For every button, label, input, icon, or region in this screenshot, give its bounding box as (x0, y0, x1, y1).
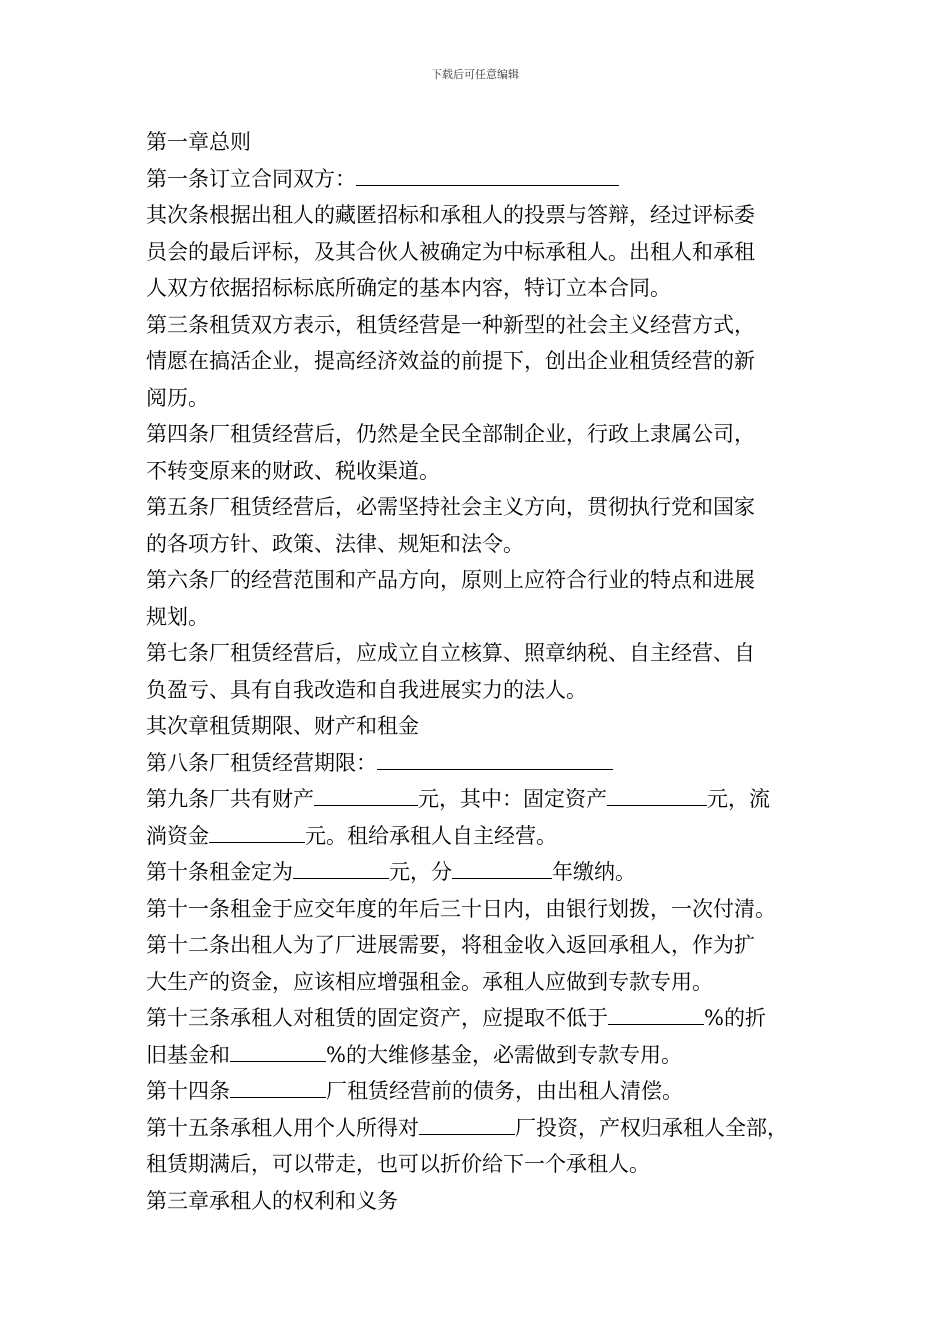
article-line: 的各项方针、政策、法律、规矩和法令。 (146, 531, 524, 556)
article-line: 第四条厂租赁经营后，仍然是全民全部制企业，行政上隶属公司， (146, 422, 755, 446)
article-line: 第七条厂租赁经营后，应成立自立核算、照章纳税、自主经营、自 (146, 641, 755, 665)
fill-in-blank[interactable] (314, 787, 418, 806)
article-line: 第九条厂共有财产 元，其中：固定资产 元，流 (146, 787, 770, 811)
article-line: 不转变原来的财政、税收渠道。 (146, 458, 440, 483)
article-line: 第八条厂租赁经营期限： (146, 745, 818, 782)
fill-in-blank[interactable] (608, 1006, 704, 1025)
article-line: 第十五条承租人用个人所得对 厂投资，产权归承租人全部， (146, 1115, 788, 1140)
fill-in-blank[interactable] (452, 860, 552, 879)
fill-in-blank[interactable] (230, 1079, 326, 1098)
article-line: 第十二条出租人为了厂进展需要，将租金收入返回承租人，作为扩 (146, 933, 755, 957)
article-line: 人双方依据招标标底所确定的基本内容，特订立本合同。 (146, 276, 671, 300)
fill-in-blank[interactable] (377, 751, 613, 770)
article-line: 第十一条租金于应交年度的年后三十日内，由银行划拨，一次付清。 (146, 896, 776, 921)
article-line: 第十四条 厂租赁经营前的债务，由出租人清偿。 (146, 1079, 683, 1103)
article-line: 第五条厂租赁经营后，必需坚持社会主义方向，贯彻执行党和国家 (146, 495, 755, 519)
article-line: 员会的最后评标，及其合伙人被确定为中标承租人。出租人和承租 (146, 239, 755, 264)
article-line: 其次条根据出租人的藏匿招标和承租人的投票与答辩，经过评标委 (146, 203, 755, 227)
article-line: 第三条租赁双方表示，租赁经营是一种新型的社会主义经营方式， (146, 312, 755, 337)
article-line: 负盈亏、具有自我改造和自我进展实力的法人。 (146, 677, 587, 702)
article-line: 第十三条承租人对租赁的固定资产，应提取不低于 %的折 (146, 1006, 766, 1030)
chapter-heading: 其次章租赁期限、财产和租金 (146, 714, 419, 738)
fill-in-blank[interactable] (209, 824, 305, 843)
fill-in-blank[interactable] (230, 1043, 326, 1062)
article-line: 旧基金和 %的大维修基金，必需做到专款专用。 (146, 1042, 682, 1067)
page-header: 下载后可任意编辑 (431, 68, 519, 81)
article-line: 阅历。 (146, 385, 209, 410)
fill-in-blank[interactable] (356, 167, 619, 186)
article-line: 租赁期满后，可以带走，也可以折价给下一个承租人。 (146, 1152, 650, 1176)
article-line: 情愿在搞活企业，提高经济效益的前提下，创出企业租赁经营的新 (146, 349, 755, 373)
article-line: 规划。 (146, 604, 209, 629)
chapter-heading: 第三章承租人的权利和义务 (146, 1188, 398, 1213)
document-body (146, 124, 818, 1219)
article-line: 第一条订立合同双方： (146, 161, 818, 198)
fill-in-blank[interactable] (607, 787, 707, 806)
fill-in-blank[interactable] (293, 860, 389, 879)
article-line: 第十条租金定为 元，分 年缴纳。 (146, 860, 636, 884)
chapter-heading: 第一章总则 (146, 130, 251, 154)
article-line: 淌资金 元。租给承租人自主经营。 (146, 823, 557, 848)
article-line: 大生产的资金，应该相应增强租金。承租人应做到专款专用。 (146, 969, 713, 994)
fill-in-blank[interactable] (419, 1116, 515, 1135)
article-line: 第六条厂的经营范围和产品方向，原则上应符合行业的特点和进展 (146, 568, 755, 592)
